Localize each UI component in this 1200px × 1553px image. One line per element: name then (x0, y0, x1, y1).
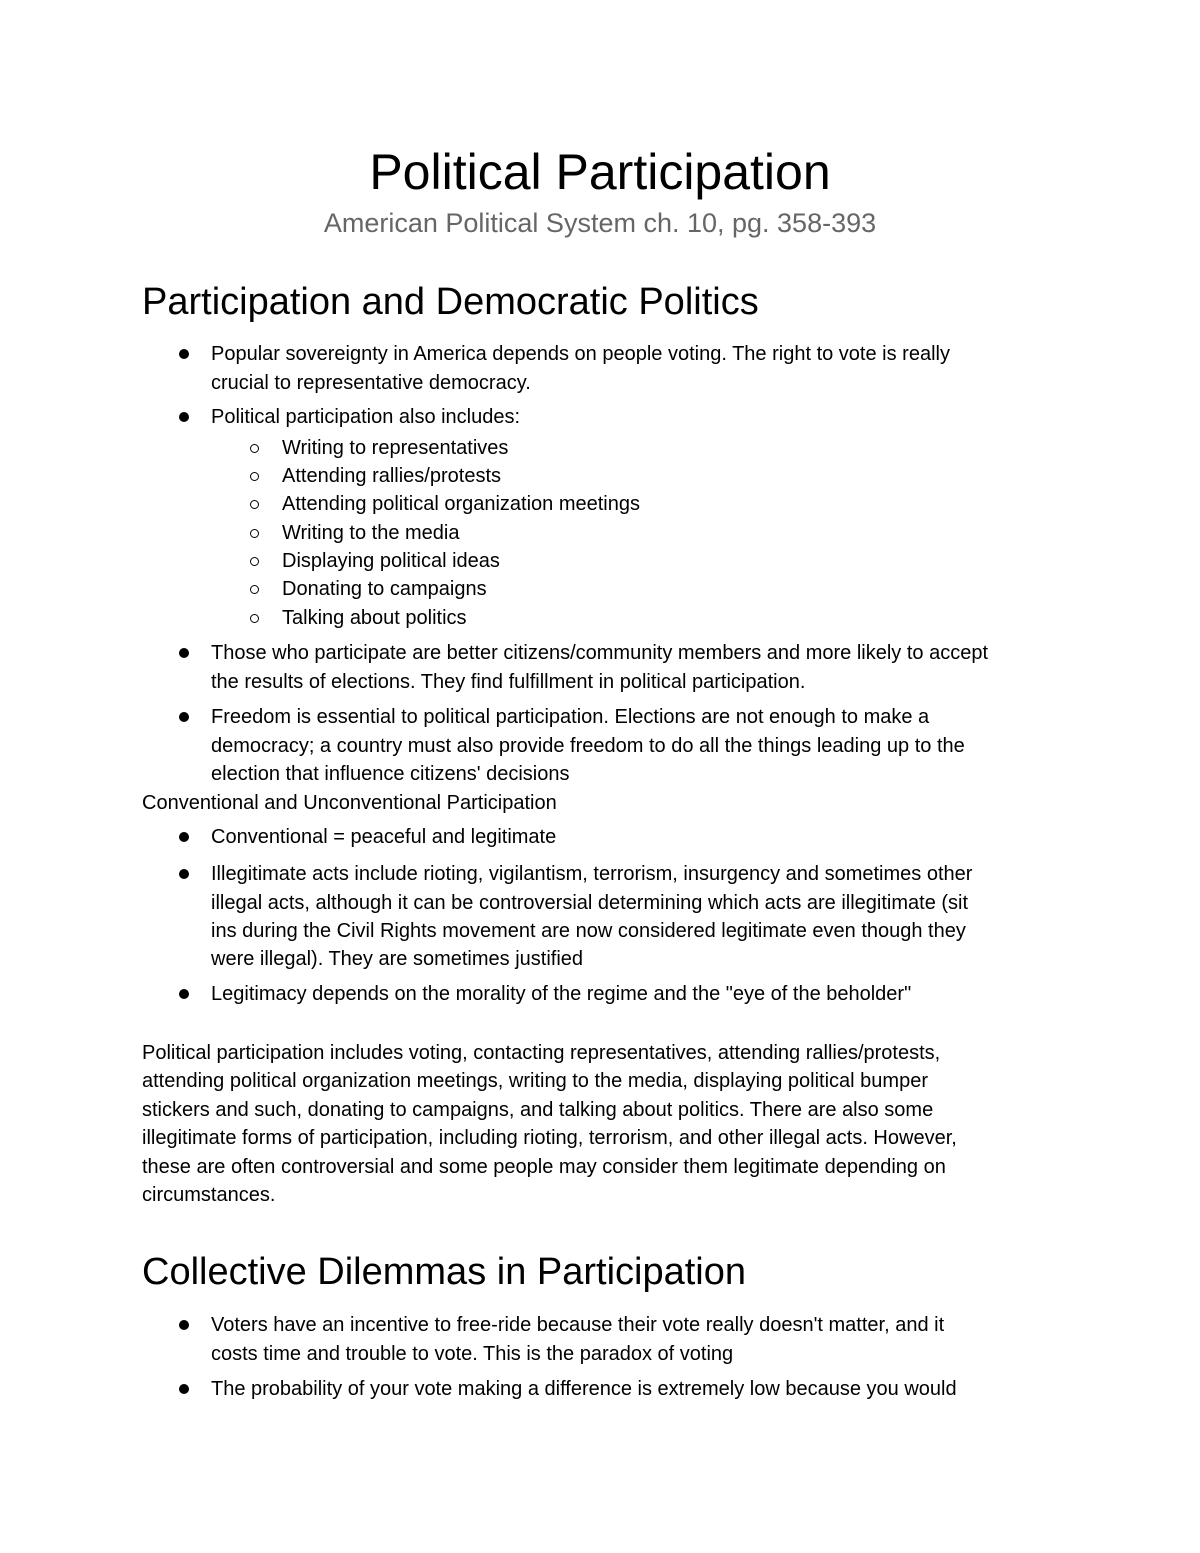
sub-list-item: Donating to campaigns (282, 578, 487, 600)
bullet-dot (179, 712, 189, 722)
sub-list-item: Attending rallies/protests (282, 465, 502, 487)
list-item-text: Legitimacy depends on the morality of the regime and the "eye of the beholder" (211, 983, 912, 1005)
sub-list-item: Writing to the media (282, 522, 460, 544)
list-item-text: Voters have an incentive to free-ride because their vote really doesn't matter, and it (211, 1314, 945, 1336)
list-item-text: Those who participate are better citizens/community members and more likely to accept (211, 642, 989, 664)
bullet-dot (179, 648, 189, 658)
list-item-text: crucial to representative democracy. (211, 372, 531, 394)
sub-list-item: Displaying political ideas (282, 550, 500, 572)
list-item-text: ins during the Civil Rights movement are now considered legitimate even though they (211, 920, 966, 942)
bullet-dot (179, 349, 189, 359)
subsection-heading-conventional-unconventional: Conventional and Unconventional Participation (142, 792, 557, 814)
document-subtitle: American Political System ch. 10, pg. 358-393 (323, 208, 877, 238)
list-item-text: illegal acts, although it can be controversial determining which acts are illegitimate (sit (211, 892, 969, 914)
summary-line: stickers and such, donating to campaigns, and talking about politics. There are also some (142, 1099, 934, 1121)
bullet-dot (179, 869, 189, 879)
section-heading-participation-democratic-politics: Participation and Democratic Politics (142, 281, 759, 323)
sub-list-item: Writing to representatives (282, 437, 509, 459)
list-item-text: Conventional = peaceful and legitimate (211, 826, 557, 848)
section-heading-collective-dilemmas: Collective Dilemmas in Participation (142, 1251, 746, 1293)
sub-list-item: Talking about politics (282, 607, 467, 629)
list-item-text: The probability of your vote making a difference is extremely low because you would (211, 1378, 957, 1400)
sub-bullet-circle (250, 444, 259, 453)
sub-bullet-circle (250, 585, 259, 594)
sub-bullet-circle (250, 614, 259, 623)
summary-line: these are often controversial and some people may consider them legitimate depending on (142, 1156, 946, 1178)
list-item-text: the results of elections. They find fulfillment in political participation. (211, 671, 806, 693)
sub-bullet-circle (250, 557, 259, 566)
sub-bullet-circle (250, 472, 259, 481)
bullet-dot (179, 1384, 189, 1394)
list-item-text: election that influence citizens' decisions (211, 763, 570, 785)
list-item-text: Illegitimate acts include rioting, vigilantism, terrorism, insurgency and sometimes other (211, 863, 973, 885)
list-item-text: democracy; a country must also provide freedom to do all the things leading up to the (211, 735, 965, 757)
bullet-dot (179, 989, 189, 999)
bullet-dot (179, 1320, 189, 1330)
summary-line: attending political organization meetings, writing to the media, displaying political bumper (142, 1070, 928, 1092)
list-item-text: were illegal). They are sometimes justified (211, 948, 584, 970)
document-title: Political Participation (369, 144, 831, 200)
list-item-text: Popular sovereignty in America depends on people voting. The right to vote is really (211, 343, 950, 365)
summary-line: circumstances. (142, 1184, 276, 1206)
list-item-text: costs time and trouble to vote. This is the paradox of voting (211, 1343, 734, 1365)
bullet-dot (179, 412, 189, 422)
summary-line: Political participation includes voting, contacting representatives, attending rallies/protests, (142, 1042, 941, 1064)
sub-bullet-circle (250, 529, 259, 538)
bullet-dot (179, 832, 189, 842)
list-item-text: Freedom is essential to political participation. Elections are not enough to make a (211, 706, 930, 728)
summary-line: illegitimate forms of participation, including rioting, terrorism, and other illegal acts. However, (142, 1127, 957, 1149)
sub-list-item: Attending political organization meetings (282, 493, 640, 515)
sub-bullet-circle (250, 500, 259, 509)
list-item-text: Political participation also includes: (211, 406, 521, 428)
